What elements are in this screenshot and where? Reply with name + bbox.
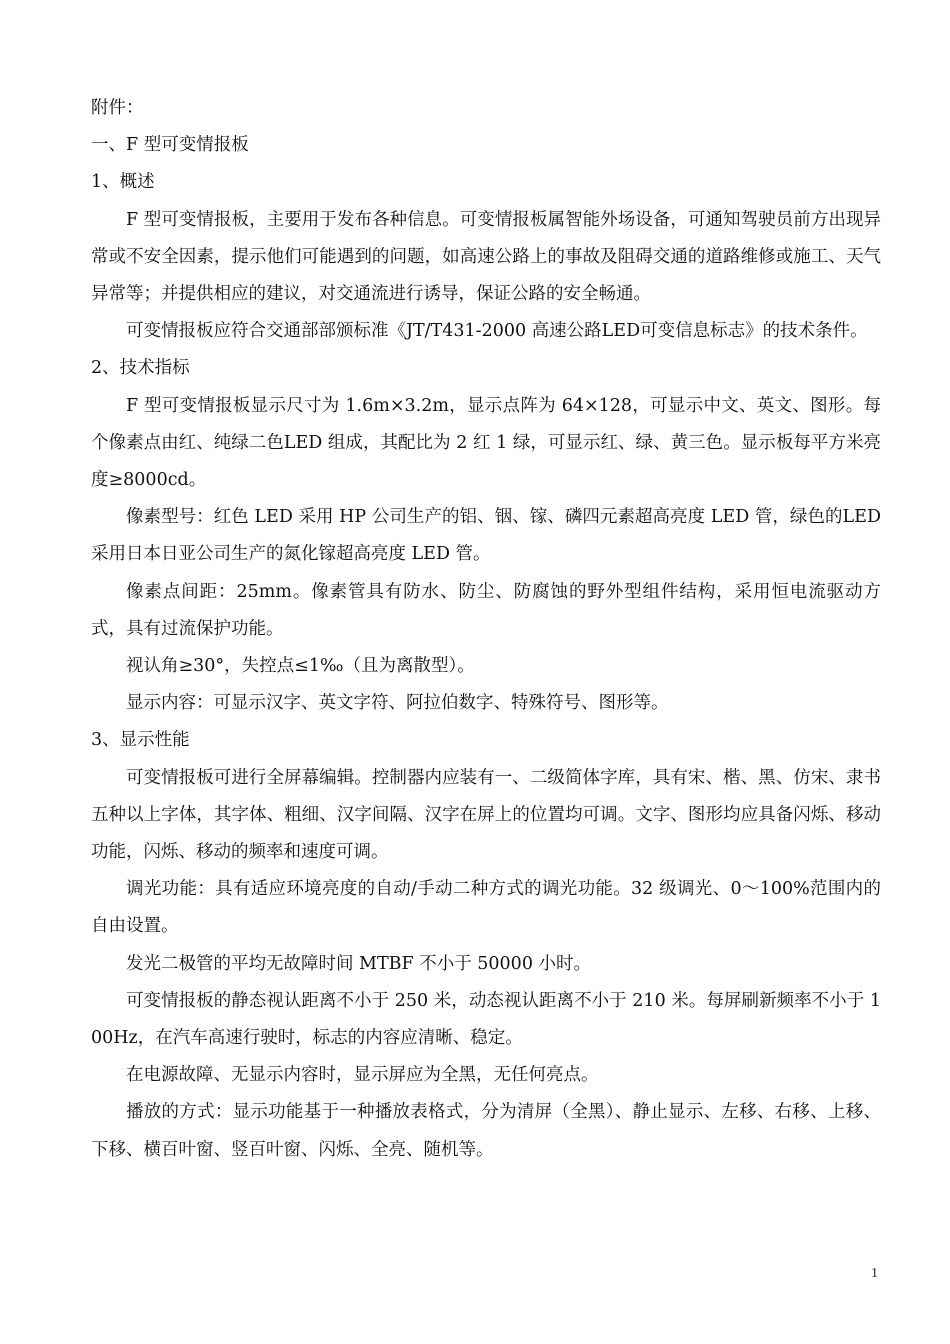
paragraph: 发光二极管的平均无故障时间 MTBF 不小于 50000 小时。 — [126, 953, 592, 974]
paragraph: 像素型号：红色 LED 采用 HP 公司生产的铝、铟、镓、磷四元素超高亮度 LED 管，绿色的LED 采用日本日亚公司生产的氮化镓超高亮度 LED 管。 — [91, 507, 881, 565]
paragraph: 可变情报板可进行全屏幕编辑。控制器内应装有一、二级简体字库，具有宋、楷、黑、仿宋、隶书五种以上字体，其字体、粗细、汉字间隔、汉字在屏上的位置均可调。文字、图形均应具备闪烁、移动功能，闪烁、移动的频率和速度可调。 — [91, 767, 881, 863]
page-number: 1 — [871, 1266, 878, 1281]
section-title: 一、F 型可变情报板 — [91, 135, 249, 156]
paragraph: F 型可变情报板显示尺寸为 1.6m×3.2m，显示点阵为 64×128，可显示中文、英文、图形。每个像素点由红、纯绿二色LED 组成，其配比为 2 红 1 绿，可显示红、绿、黄三色。显示板每平方米亮度≥8000cd。 — [91, 395, 881, 491]
document-body — [91, 90, 881, 1169]
paragraph: 可变情报板的静态视认距离不小于 250 米，动态视认距离不小于 210 米。每屏刷新频率不小于 100Hz，在汽车高速行驶时，标志的内容应清晰、稳定。 — [91, 990, 881, 1049]
paragraph: F 型可变情报板，主要用于发布各种信息。可变情报板属智能外场设备，可通知驾驶员前方出现异常或不安全因素，提示他们可能遇到的问题，如高速公路上的事故及阻碍交通的道路维修或施工、天气异常等；并提供相应的建议，对交通流进行诱导，保证公路的安全畅通。 — [91, 209, 881, 305]
paragraph: 播放的方式：显示功能基于一种播放表格式，分为清屏（全黑）、静止显示、左移、右移、上移、下移、横百叶窗、竖百叶窗、闪烁、全亮、随机等。 — [91, 1102, 881, 1160]
subsection-title-specs: 2、技术指标 — [91, 358, 190, 379]
subsection-title-display: 3、显示性能 — [91, 730, 190, 751]
subsection-title-overview: 1、概述 — [91, 172, 155, 193]
paragraph: 视认角≥30°，失控点≤1‰（且为离散型）。 — [126, 656, 475, 677]
paragraph: 显示内容：可显示汉字、英文字符、阿拉伯数字、特殊符号、图形等。 — [126, 693, 669, 714]
paragraph: 调光功能：具有适应环境亮度的自动/手动二种方式的调光功能。32 级调光、0～100%范围内的自由设置。 — [91, 879, 881, 937]
paragraph: 像素点间距：25mm。像素管具有防水、防尘、防腐蚀的野外型组件结构，采用恒电流驱动方式，具有过流保护功能。 — [91, 581, 881, 639]
attachment-label: 附件： — [91, 98, 144, 118]
paragraph: 在电源故障、无显示内容时，显示屏应为全黑，无任何亮点。 — [126, 1065, 599, 1086]
paragraph: 可变情报板应符合交通部部颁标准《JT/T431-2000 高速公路LED可变信息标志》的技术条件。 — [126, 321, 868, 342]
